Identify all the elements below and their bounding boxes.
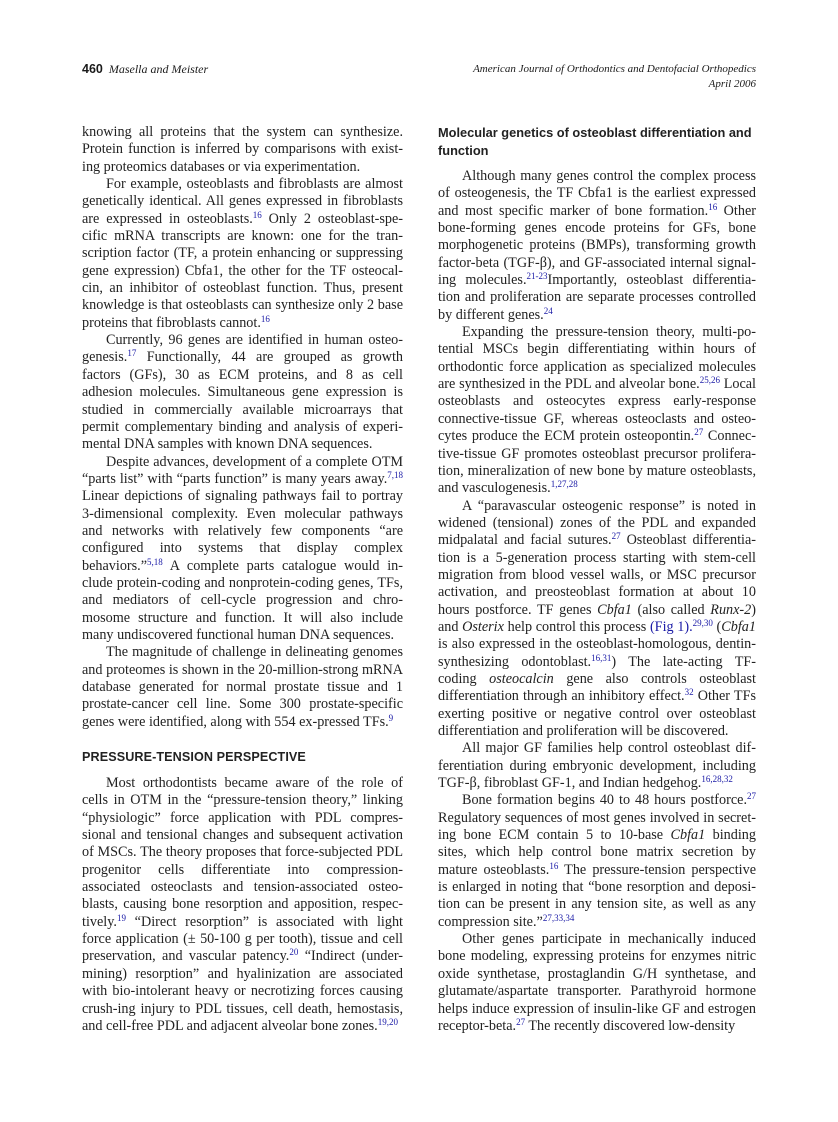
paragraph-text: ) and [438, 601, 756, 635]
citation-link[interactable]: 16 [252, 209, 262, 220]
page-number: 460 [82, 62, 103, 76]
left-column [82, 124, 403, 1035]
paragraph-text: gene also controls osteoblast differentiation through an inhibitory effect. [438, 670, 756, 705]
right-column [438, 124, 756, 1035]
citation-link[interactable]: 9 [388, 712, 394, 723]
gene-name: osteocalcin [489, 670, 554, 687]
citation-link[interactable]: 24 [543, 305, 553, 316]
paragraph-text: Bone formation begins 40 to 48 hours postforce. [462, 792, 747, 809]
citation-link[interactable]: 27 [516, 1016, 526, 1027]
citation-link[interactable]: 19 [116, 912, 126, 923]
paragraph [82, 332, 403, 453]
citation-link[interactable]: 16,31 [591, 652, 612, 663]
citation-link[interactable]: 16 [708, 201, 718, 212]
gene-name: Cbfa1 [597, 601, 632, 618]
paragraph-text: Importantly, osteoblast differentia-tion and proliferation are separate processes controlled by different genes. [438, 272, 756, 323]
subsection-heading: Molecular genetics of osteoblast differentiation and function [438, 125, 752, 158]
citation-link[interactable]: 16 [549, 860, 559, 871]
paragraph-text: knowing all proteins that the system can synthesize. Protein function is inferred by comparisons with exist-ing proteomics databases or via experimentation. [82, 124, 403, 175]
paragraph [82, 454, 403, 645]
paragraph-text: A complete parts catalogue would in-clude protein-coding and nonprotein-coding genes, TFs, and mediators of cell-cycle progression and chro-mosome structure and function. It will also include many undiscovered functional human DNA sequences. [82, 557, 403, 643]
paragraph-text: Although many genes control the complex process of osteogenesis, the TF Cbfa1 is the earliest expressed and most specific marker of bone formation. [438, 168, 756, 219]
paragraph-text: The pressure-tension perspective is enlarged in noting that “bone resorption and deposi-tion can be present in any tension site, as well as any compression site.” [438, 861, 756, 930]
paragraph-text: The recently discovered low-density [525, 1017, 736, 1034]
citation-link[interactable]: 25,26 [699, 375, 720, 386]
paragraph [82, 644, 403, 731]
figure-link[interactable]: (Fig 1). [649, 618, 693, 635]
paragraph-text: Local osteoblasts and osteocytes express early-response connective-tissue GF, whereas osteoclasts and osteo-cytes produce the ECM protein osteopontin. [438, 376, 756, 445]
paragraph-text: Despite advances, development of a complete OTM “parts list” with “parts function” is many years away. [82, 453, 403, 487]
citation-link[interactable]: 5,18 [147, 556, 163, 567]
citation-link[interactable]: 27 [694, 427, 704, 438]
citation-link[interactable]: 16,28,32 [701, 774, 733, 785]
paragraph-text: Most orthodontists became aware of the role of cells in OTM in the “pressure-tension theory,” linking “physiologic” force application with PDL compres-sional and tensional changes and subsequent activation of MSCs. The theory proposes that force-subjected PDL progenitor cells differentiate into compression-associated osteoclasts and tension-associated osteo-blasts, causing bone resorption and apposition, respec-tively. [82, 775, 403, 930]
citation-link[interactable]: 27,33,34 [542, 912, 575, 923]
paragraph-text: Regulatory sequences of most genes involved in secret-ing bone ECM contain 5 to 10-base [438, 809, 756, 844]
running-head [82, 62, 756, 96]
paragraph [438, 324, 756, 497]
paragraph-text: A “paravascular osteogenic response” is noted in widened (tensional) zones of the PDL and expanded midpalatal and facial sutures. [438, 497, 756, 549]
citation-link[interactable]: 27 [611, 531, 621, 542]
gene-name: Cbfa1 [721, 618, 756, 635]
paragraph-text: is also expressed in the osteoblast-homologous, dentin-synthesizing odontoblast. [438, 636, 756, 670]
gene-name: Runx-2 [710, 601, 752, 618]
paragraph [438, 168, 756, 324]
paragraph-text: “Direct resorption” is associated with light force application (± 50-100 g per tooth), tissue and cell preservation, and vascular patency. [82, 913, 403, 965]
running-head-right [473, 62, 756, 92]
citation-link[interactable]: 29,30 [692, 617, 713, 628]
paragraph-text: Osteoblast differentia-tion is a 5-generation process starting with stem-cell migration from blood vessel walls, or MSC precursor activation, and preosteoblast formation at about 10 hours postforce. TF genes [438, 532, 756, 618]
paragraph-text: All major GF families help control osteoblast dif-ferentiation during embryonic development, including TGF-β, fibroblast GF-1, and Indian hedgehog. [438, 740, 756, 792]
journal-title: American Journal of Orthodontics and Dentofacial Orthopedics [473, 63, 756, 75]
gene-name: Osterix [462, 618, 504, 635]
paragraph-text: The magnitude of challenge in delineating genomes and proteomes is shown in the 20-million-strong mRNA database generated for normal prostate tissue and 1 prostate-cancer cell line. Some 300 prostate-specific genes were identified, along with 554 ex-pressed TFs. [82, 644, 403, 730]
paragraph-text: Connec-tive-tissue GF promotes osteoblast precursor prolifera-tion, mineralization of new bone by mature osteoblasts, and vasculogenesis. [438, 428, 756, 497]
paragraph-text: For example, osteoblasts and fibroblasts are almost genetically identical. All genes expressed in fibroblasts are expressed in osteoblasts. [82, 176, 403, 227]
citation-link[interactable]: 1,27,28 [550, 479, 578, 490]
paragraph [438, 498, 756, 741]
paragraph-text: ( [712, 618, 722, 635]
paragraph [82, 176, 403, 332]
paragraph-text: “Indirect (under-mining) resorption” and hyalinization are associated with bio-intolerant heavy or necrotizing forces causing crush-ing injury to PDL tissues, cell death, hemostasis, and cell-free PDL and adjacent alveolar bone zones. [82, 948, 403, 1034]
paragraph-text: Expanding the pressure-tension theory, multi-po-tential MSCs begin differentiating within hours of orthodontic force application as specialized molecules are synthesized in the PDL and alveolar bone. [438, 324, 756, 393]
paragraph [438, 740, 756, 792]
paragraph-text: binding sites, which help control bone matrix secretion by mature osteoblasts. [438, 827, 756, 878]
paragraph-text: Other genes participate in mechanically induced bone modeling, expressing proteins for enzymes nitric oxide synthetase, prostaglandin G/H synthetase, and glutamate/aspartate transporter. Parathyroid hormone helps induce expression of insulin-like GF and estrogen receptor-beta. [438, 931, 756, 1034]
paragraph-text: ) The late-acting TF-coding [438, 653, 756, 687]
paragraph-text: Linear depictions of signaling pathways fail to portray 3-dimensional complexity. Even molecular pathways and networks with relatively few components “are configured into systems that display complex behaviors.” [82, 488, 403, 574]
paragraph-text: Other TFs exerting positive or negative control over osteoblast differentiation and proliferation will be discovered. [438, 688, 757, 739]
citation-link[interactable]: 16 [260, 313, 270, 324]
running-head-left [82, 62, 208, 77]
paragraph [82, 775, 403, 1035]
citation-link[interactable]: 19,20 [377, 1016, 398, 1027]
paragraph-text: Only 2 osteoblast-spe-cific mRNA transcripts are known: one for the tran-scription factor (TF, a protein enhancing or suppressing gene expression) Cbfa1, the other for the TF osteocal-cin, an inhibitor of osteoblast function. Thus, present knowledge is that osteoblasts can synthesize only 2 base proteins that fibroblasts cannot. [82, 210, 403, 331]
citation-link[interactable]: 21-23 [526, 271, 548, 282]
citation-link[interactable]: 17 [127, 348, 137, 359]
section-heading: PRESSURE-TENSION PERSPECTIVE [82, 750, 306, 765]
paragraph-text: Other bone-forming genes encode proteins for GFs, bone morphogenetic proteins (BMPs), transforming growth factor-beta (TGF-β), and GF-associated internal signal-ing molecules. [438, 202, 756, 289]
issue-date: April 2006 [708, 78, 756, 90]
paragraph [438, 931, 756, 1035]
paragraph [82, 124, 403, 176]
citation-link[interactable]: 27 [747, 791, 756, 802]
running-head-authors: Masella and Meister [108, 62, 209, 76]
paragraph-text: (also called [631, 601, 711, 618]
paragraph [438, 792, 756, 931]
paragraph-text: Functionally, 44 are grouped as growth factors (GFs), 30 as ECM proteins, and 8 as cell adhesion molecules. Simultaneous gene expression is studied in commercially available microarrays that permit complementary binding and analysis of experi-mental DNA samples with known DNA sequences. [82, 349, 403, 453]
paragraph-text: Currently, 96 genes are identified in human osteo-genesis. [82, 332, 403, 366]
citation-link[interactable]: 32 [684, 687, 694, 698]
citation-link[interactable]: 20 [289, 947, 299, 958]
paragraph-text: help control this process [503, 618, 650, 635]
citation-link[interactable]: 7,18 [387, 469, 403, 480]
gene-name: Cbfa1 [670, 827, 706, 844]
